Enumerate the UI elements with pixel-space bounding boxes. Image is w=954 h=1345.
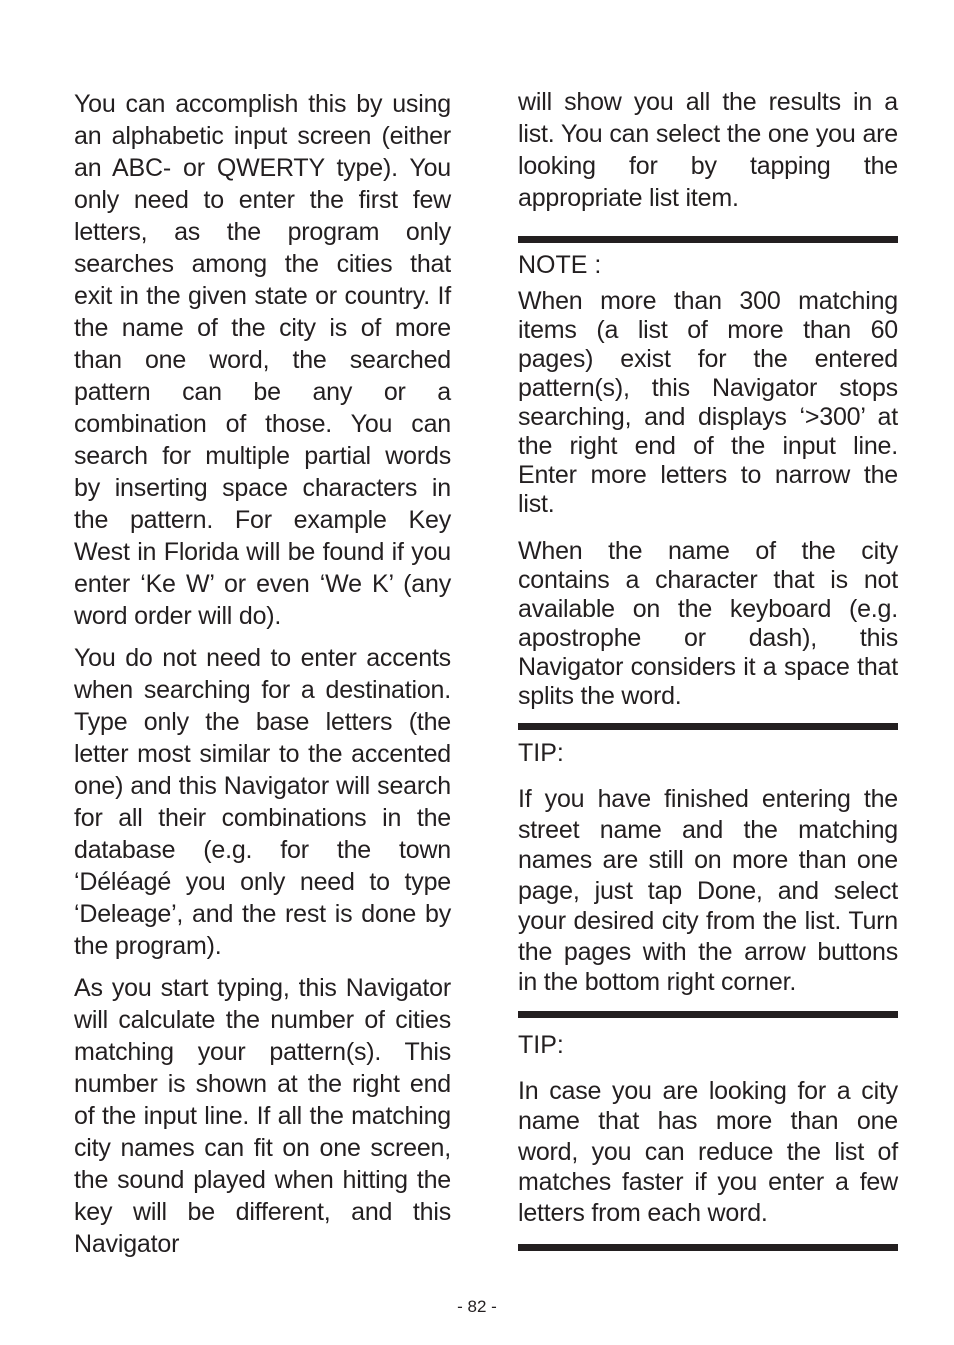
tip-box	[518, 737, 898, 1018]
left-column	[74, 88, 451, 1260]
tip-paragraph: In case you are looking for a city name that has more than one word, you can reduce the list of matches faster if you enter a few letters from each word.	[518, 1076, 898, 1227]
tip-paragraph: If you have finished entering the street name and the matching names are still on more than one page, just tap Done, and select your desired city from the list. Turn the pages with the arrow buttons in the bottom right corner.	[518, 785, 898, 996]
tip-box	[518, 1029, 898, 1252]
body-paragraph: As you start typing, this Navigator will calculate the number of cities matching your pattern(s). This number is shown at the right end of the input line. If all the matching city names can fit on one screen, the sound played when hitting the key will be different, and this Navigator	[74, 974, 451, 1258]
tip-bottom-rule	[518, 1011, 898, 1018]
page-number: - 82 -	[457, 1297, 497, 1316]
note-box	[518, 236, 898, 730]
right-column	[518, 86, 898, 1251]
tip-heading: TIP:	[518, 739, 564, 767]
tip-heading: TIP:	[518, 1030, 564, 1059]
continuation-paragraph: will show you all the results in a list. You can select the one you are looking for by tapping the appropriate list item.	[518, 88, 898, 212]
note-top-rule	[518, 236, 898, 243]
note-heading: NOTE :	[518, 251, 602, 279]
note-bottom-rule	[518, 723, 898, 730]
tip-bottom-rule	[518, 1244, 898, 1251]
note-paragraph: When more than 300 matching items (a list of more than 60 pages) exist for the entered pattern(s), this Navigator stops searching, and displays ‘>300’ at the right end of the input line. Enter more letters to narrow the list.	[518, 287, 898, 518]
note-paragraph: When the name of the city contains a character that is not available on the keyboard (e.g. apostrophe or dash), this Navigator considers it a space that splits the word.	[518, 537, 898, 710]
body-paragraph: You do not need to enter accents when searching for a destination. Type only the base letters (the letter most similar to the accented one) and this Navigator will search for all their combinations in the database (e.g. for the town ‘Déléagé you only need to type ‘Deleage’, and the rest is done by the program).	[74, 644, 451, 960]
body-paragraph: You can accomplish this by using an alphabetic input screen (either an ABC- or QWERTY type). You only need to enter the first few letters, as the program only searches among the cities that exit in the given state or country. If the name of the city is of more than one word, the searched pattern can be any or a combination of those. You can search for multiple partial words by inserting space characters in the pattern. For example Key West in Florida will be found if you enter ‘Ke W’ or even ‘We K’ (any word order will do).	[74, 90, 451, 630]
